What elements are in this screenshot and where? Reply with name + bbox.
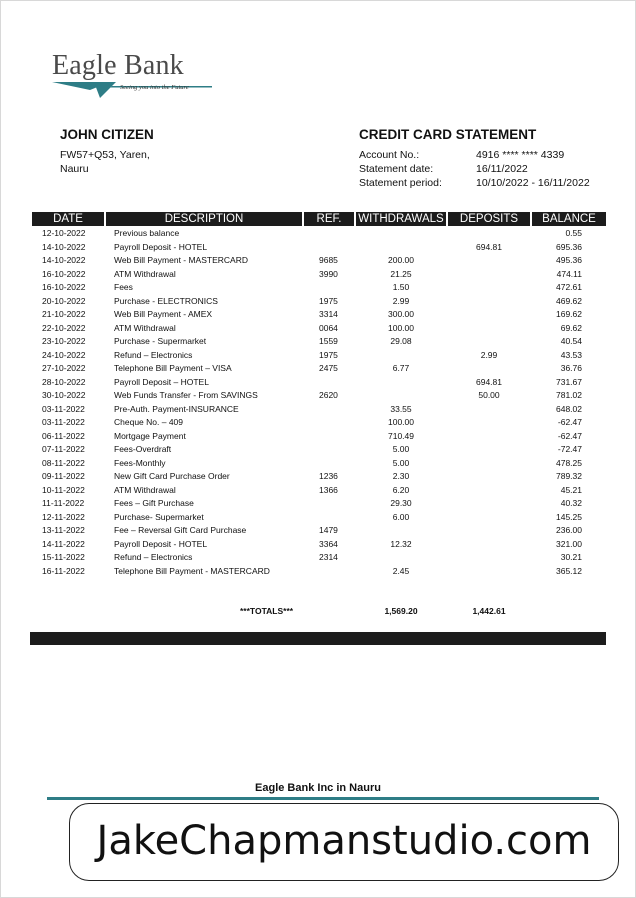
row-description: New Gift Card Purchase Order [114,471,230,481]
row-withdrawal: 200.00 [388,255,414,265]
row-date: 10-11-2022 [42,484,85,495]
table-row [0,322,636,336]
row-description: Fees [114,282,133,292]
table-row [0,308,636,322]
table-header [32,212,606,226]
table-row [0,268,636,282]
customer-name: JOHN CITIZEN [60,127,154,142]
table-row [0,295,636,309]
row-balance: 365.12 [556,565,582,576]
row-balance: -62.47 [557,430,582,441]
bank-logo [50,50,220,100]
row-date: 14-10-2022 [42,255,86,265]
table-row [0,551,636,565]
row-deposit: 694.81 [476,376,502,387]
row-balance: 321.00 [556,538,582,549]
row-description: Mortgage Payment [114,430,186,441]
table-row [0,254,636,268]
row-withdrawal: 29.08 [390,336,412,346]
row-date: 12-11-2022 [42,511,85,522]
row-withdrawal: 5.00 [392,457,410,468]
table-row [0,470,636,484]
row-description: Telephone Bill Payment - MASTERCARD [114,565,270,576]
statement-period-label: Statement period: [359,177,442,189]
statement-period-value: 10/10/2022 - 16/11/2022 [476,177,590,189]
row-deposit: 50.00 [478,390,500,400]
row-balance: 69.62 [560,322,582,333]
row-date: 28-10-2022 [42,376,86,387]
header-ref: REF. [316,213,342,225]
row-description: Fee – Reversal Gift Card Purchase [114,525,247,535]
row-ref: 1975 [319,295,338,306]
statement-date-value: 16/11/2022 [476,163,528,175]
row-balance: 36.76 [560,363,582,373]
row-description: Previous balance [114,228,180,238]
row-withdrawal: 710.49 [388,430,414,441]
header-deposits: DEPOSITS [459,213,519,225]
row-withdrawal: 1.50 [392,282,410,292]
row-date: 23-10-2022 [42,336,86,346]
table-row [0,281,636,295]
row-withdrawal: 6.77 [392,363,410,373]
row-balance: 695.36 [556,241,582,252]
row-balance: 781.02 [556,390,582,400]
row-description: Refund – Electronics [114,349,193,360]
row-date: 03-11-2022 [42,417,85,427]
row-withdrawal: 5.00 [392,444,410,454]
row-date: 15-11-2022 [42,552,85,562]
row-description: Purchase - ELECTRONICS [114,295,218,306]
customer-address-line2: Nauru [60,163,89,175]
row-ref: 1366 [319,484,338,495]
row-balance: 789.32 [556,471,582,481]
row-date: 14-11-2022 [42,538,85,549]
row-description: Purchase- Supermarket [114,511,204,522]
row-balance: 495.36 [556,255,582,265]
row-balance: 472.61 [556,282,582,292]
row-withdrawal: 2.99 [392,295,410,306]
row-date: 11-11-2022 [42,498,85,508]
table-row [0,389,636,403]
row-balance: 731.67 [556,376,582,387]
table-row [0,457,636,471]
row-date: 20-10-2022 [42,295,86,306]
row-withdrawal: 6.00 [392,511,410,522]
row-ref: 3314 [319,309,338,319]
row-description: Purchase - Supermarket [114,336,207,346]
row-withdrawal: 2.30 [392,471,410,481]
row-description: Fees – Gift Purchase [114,498,194,508]
bank-tagline: Seeing you into the Future [120,84,189,91]
row-date: 14-10-2022 [42,241,86,252]
row-description: Payroll Deposit - HOTEL [114,538,208,549]
row-description: Payroll Deposit - HOTEL [114,241,208,252]
row-withdrawal: 21.25 [390,268,412,279]
row-balance: 30.21 [560,552,582,562]
row-description: Web Funds Transfer - From SAVINGS [114,390,258,400]
row-description: Payroll Deposit – HOTEL [114,376,209,387]
row-ref: 0064 [319,322,338,333]
table-row [0,376,636,390]
row-balance: 0.55 [565,228,582,238]
totals-withdrawals: 1,569.20 [384,606,418,616]
row-balance: 40.54 [560,336,582,346]
row-date: 30-10-2022 [42,390,86,400]
row-withdrawal: 100.00 [388,417,414,427]
header-description: DESCRIPTION [164,213,244,225]
row-ref: 1479 [319,525,338,535]
row-ref: 1975 [319,349,338,360]
totals-label: ***TOTALS*** [240,606,294,616]
table-row [0,362,636,376]
row-ref: 2314 [319,552,338,562]
row-balance: 478.25 [556,457,582,468]
row-withdrawal: 33.55 [390,403,412,414]
table-row [0,430,636,444]
row-description: Fees-Monthly [114,457,166,468]
table-row [0,335,636,349]
row-description: Fees-Overdraft [114,444,172,454]
account-number-label: Account No.: [359,149,420,161]
header-withdrawals: WITHDRAWALS [358,213,444,225]
row-description: ATM Withdrawal [114,484,176,495]
row-balance: 469.62 [556,295,582,306]
row-deposit: 694.81 [476,241,502,252]
totals-deposits: 1,442.61 [472,606,506,616]
footer-divider [47,797,599,800]
row-description: Web Bill Payment - MASTERCARD [114,255,248,265]
row-ref: 9685 [319,255,338,265]
header-date: DATE [53,213,83,225]
row-description: Refund – Electronics [114,552,193,562]
header-balance: BALANCE [542,213,596,225]
row-balance: 145.25 [556,511,582,522]
customer-address-line1: FW57+Q53, Yaren, [60,149,150,161]
row-date: 27-10-2022 [42,363,86,373]
account-number-value: 4916 **** **** 4339 [476,149,565,161]
row-ref: 1559 [319,336,338,346]
row-date: 16-10-2022 [42,268,86,279]
table-row [0,511,636,525]
row-description: Telephone Bill Payment – VISA [114,363,232,373]
row-withdrawal: 300.00 [388,309,414,319]
row-withdrawal: 29.30 [390,498,412,508]
bank-logo-name: Eagle Bank [52,50,184,81]
row-description: ATM Withdrawal [114,268,176,279]
table-row [0,349,636,363]
row-deposit: 2.99 [480,349,498,360]
table-row [0,565,636,579]
row-balance: 236.00 [556,525,582,535]
row-balance: 648.02 [556,403,582,414]
row-ref: 3364 [319,538,338,549]
table-row [0,416,636,430]
row-date: 21-10-2022 [42,309,86,319]
row-date: 13-11-2022 [42,525,85,535]
row-balance: 43.53 [560,349,582,360]
row-description: Pre-Auth. Payment-INSURANCE [114,403,239,414]
row-date: 07-11-2022 [42,444,85,454]
row-date: 03-11-2022 [42,403,85,414]
row-date: 06-11-2022 [42,430,85,441]
table-row [0,538,636,552]
row-description: Web Bill Payment - AMEX [114,309,213,319]
row-date: 09-11-2022 [42,471,85,481]
watermark-box [69,803,619,881]
table-row [0,497,636,511]
row-date: 16-10-2022 [42,282,86,292]
row-withdrawal: 12.32 [390,538,412,549]
table-row [0,241,636,255]
row-balance: 40.32 [560,498,582,508]
row-withdrawal: 100.00 [388,322,414,333]
row-date: 16-11-2022 [42,565,85,576]
row-date: 12-10-2022 [42,228,86,238]
row-withdrawal: 2.45 [392,565,410,576]
row-description: ATM Withdrawal [114,322,176,333]
row-description: Cheque No. – 409 [114,417,183,427]
row-withdrawal: 6.20 [392,484,410,495]
row-ref: 2620 [319,390,338,400]
table-row [0,484,636,498]
row-date: 08-11-2022 [42,457,85,468]
row-balance: -72.47 [557,444,582,454]
table-row [0,524,636,538]
row-balance: 474.11 [556,268,582,279]
statement-date-label: Statement date: [359,163,434,175]
row-ref: 1236 [319,471,338,481]
row-ref: 2475 [319,363,338,373]
watermark-text: JakeChapmanstudio.com [96,818,592,864]
row-date: 22-10-2022 [42,322,86,333]
table-row [0,403,636,417]
row-balance: 45.21 [560,484,582,495]
footer-bank-name: Eagle Bank Inc in Nauru [255,782,381,794]
table-row [0,443,636,457]
table-footer-bar [30,632,606,645]
row-ref: 3990 [319,268,338,279]
statement-title: CREDIT CARD STATEMENT [359,127,537,142]
table-row [0,227,636,241]
row-balance: -62.47 [557,417,582,427]
row-date: 24-10-2022 [42,349,86,360]
row-balance: 169.62 [556,309,582,319]
